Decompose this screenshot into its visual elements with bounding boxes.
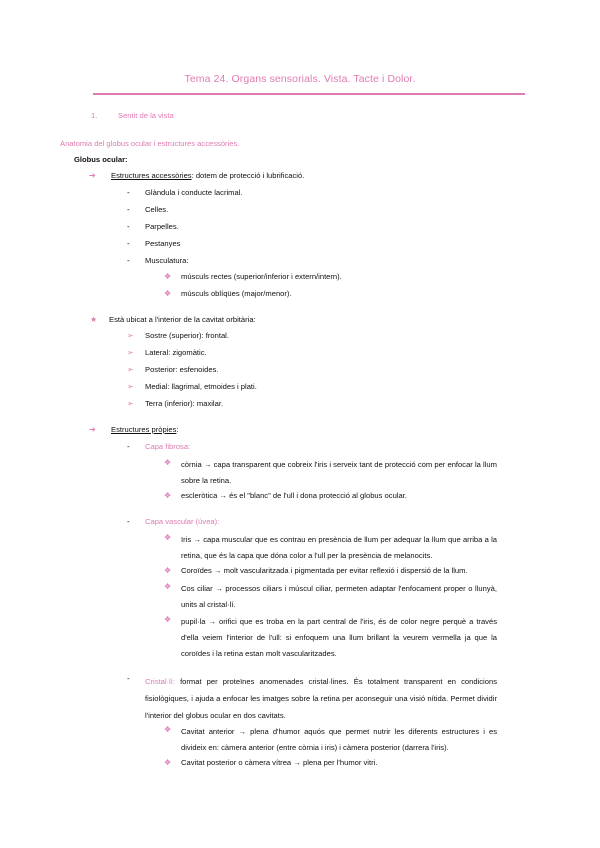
dash-bullet-icon: - bbox=[127, 222, 130, 231]
orbit-item: Lateral: zigomàtic. bbox=[145, 348, 207, 357]
section-label: Sentit de la vista bbox=[118, 111, 174, 120]
cristalli-label: Cristal·lí: bbox=[145, 677, 175, 686]
triangle-bullet-icon: ➢ bbox=[127, 348, 134, 357]
globus-heading: Globus ocular: bbox=[74, 155, 128, 164]
vascular-label: Capa vascular (úvea): bbox=[145, 517, 220, 526]
dash-bullet-icon: - bbox=[127, 517, 130, 526]
cavity-item: Cavitat anterior → plena d'humor aquós que permet nutrir les diferents estructures i es divideix en: càmera anterior (entre còrnia i iris) i càmera posterior (darrera l'iris). bbox=[181, 727, 497, 752]
list-item: Pestanyes bbox=[145, 239, 181, 248]
title-underline bbox=[93, 93, 525, 95]
accessories-desc: : dotem de protecció i lubrificació. bbox=[191, 171, 305, 180]
diamond-bullet-icon: ❖ bbox=[164, 272, 172, 281]
own-colon: : bbox=[176, 425, 179, 434]
list-item: Musculatura: bbox=[145, 256, 189, 265]
fibrosa-item: còrnia → capa transparent que cobreix l'iris i serveix tant de protecció com per enfocar la llum sobre la retina. bbox=[181, 460, 497, 485]
list-item: Celles. bbox=[145, 205, 169, 214]
fibrosa-label: Capa fibrosa: bbox=[145, 442, 191, 451]
vascular-item: Coroïdes → molt vascularitzada i pigmentada per evitar reflexió i dispersió de la llum. bbox=[181, 566, 468, 575]
own-line bbox=[111, 424, 179, 435]
dash-bullet-icon: - bbox=[127, 239, 130, 248]
diamond-bullet-icon: ❖ bbox=[164, 566, 172, 575]
orbit-item: Posterior: esfenoides. bbox=[145, 365, 219, 374]
cristalli-text: format per proteïnes anomenades cristal·lines. És totalment transparent en condicions fisiològiques, i ajuda a enfocar les imatges sobre la retina per aconseguir una visió nítida. Permet dividir l'interior del globus ocular en dos cavitats. bbox=[145, 677, 497, 720]
muscle-item: músculs rectes (superior/inferior i extern/intern). bbox=[181, 272, 342, 281]
orbit-item: Medial: llagrimal, etmoides i plati. bbox=[145, 382, 257, 391]
dash-bullet-icon: - bbox=[127, 256, 130, 265]
diamond-bullet-icon: ❖ bbox=[164, 458, 172, 467]
triangle-bullet-icon: ➢ bbox=[127, 365, 134, 374]
orbit-item: Terra (inferior): maxilar. bbox=[145, 399, 224, 408]
diamond-bullet-icon: ❖ bbox=[164, 289, 172, 298]
fibrosa-item: escleròtica → és el "blanc" de l'ull i dona protecció al globus ocular. bbox=[181, 491, 407, 500]
dash-bullet-icon: - bbox=[127, 674, 130, 683]
cristalli-paragraph bbox=[145, 673, 497, 724]
dash-bullet-icon: - bbox=[127, 205, 130, 214]
star-bullet-icon: ★ bbox=[90, 315, 98, 324]
arrow-bullet-icon: ➔ bbox=[89, 171, 96, 180]
triangle-bullet-icon: ➢ bbox=[127, 399, 134, 408]
triangle-bullet-icon: ➢ bbox=[127, 331, 134, 340]
vascular-item: Iris → capa muscular que es contrau en presència de llum per adequar la llum que arriba a la retina, que és la capa que dóna color a l'ull per la presència de melanocits. bbox=[181, 535, 497, 560]
diamond-bullet-icon: ❖ bbox=[164, 758, 172, 767]
triangle-bullet-icon: ➢ bbox=[127, 382, 134, 391]
orbit-heading: Està ubicat a l'interior de la cavitat orbitària: bbox=[109, 315, 256, 324]
vascular-item: pupil·la → orifici que es troba en la part central de l'iris, és de color negre perquè a través d'ella veiem l'interior de l'ull: si enfoquem una llum brillant la veurem vermella ja que la coroïdes i la retina estan molt vascularitzades. bbox=[181, 617, 497, 658]
orbit-item: Sostre (superior): frontal. bbox=[145, 331, 229, 340]
list-item: Glàndula i conducte lacrimal. bbox=[145, 188, 243, 197]
subtitle: Anatomia del globus ocular i estructures accessòries. bbox=[60, 139, 240, 148]
accessories-line bbox=[111, 170, 304, 181]
page-title: Tema 24. Organs sensorials. Vista. Tacte i Dolor. bbox=[184, 73, 416, 85]
section-number: 1. bbox=[91, 111, 98, 120]
diamond-bullet-icon: ❖ bbox=[164, 725, 172, 734]
muscle-item: músculs oblíqües (major/menor). bbox=[181, 289, 292, 298]
diamond-bullet-icon: ❖ bbox=[164, 615, 172, 624]
arrow-bullet-icon: ➔ bbox=[89, 425, 96, 434]
dash-bullet-icon: - bbox=[127, 442, 130, 451]
accessories-label: Estructures accessòries bbox=[111, 171, 192, 180]
vascular-item: Cos ciliar → processos ciliars i múscul ciliar, permeten adaptar l'enfocament proper o llunyà, units al cristal·lí. bbox=[181, 584, 497, 609]
dash-bullet-icon: - bbox=[127, 188, 130, 197]
own-label: Estructures pròpies bbox=[111, 425, 177, 434]
list-item: Parpelles. bbox=[145, 222, 179, 231]
diamond-bullet-icon: ❖ bbox=[164, 582, 172, 591]
diamond-bullet-icon: ❖ bbox=[164, 533, 172, 542]
diamond-bullet-icon: ❖ bbox=[164, 491, 172, 500]
cavity-item: Cavitat posterior o càmera vítrea → plena per l'humor vitri. bbox=[181, 758, 378, 767]
